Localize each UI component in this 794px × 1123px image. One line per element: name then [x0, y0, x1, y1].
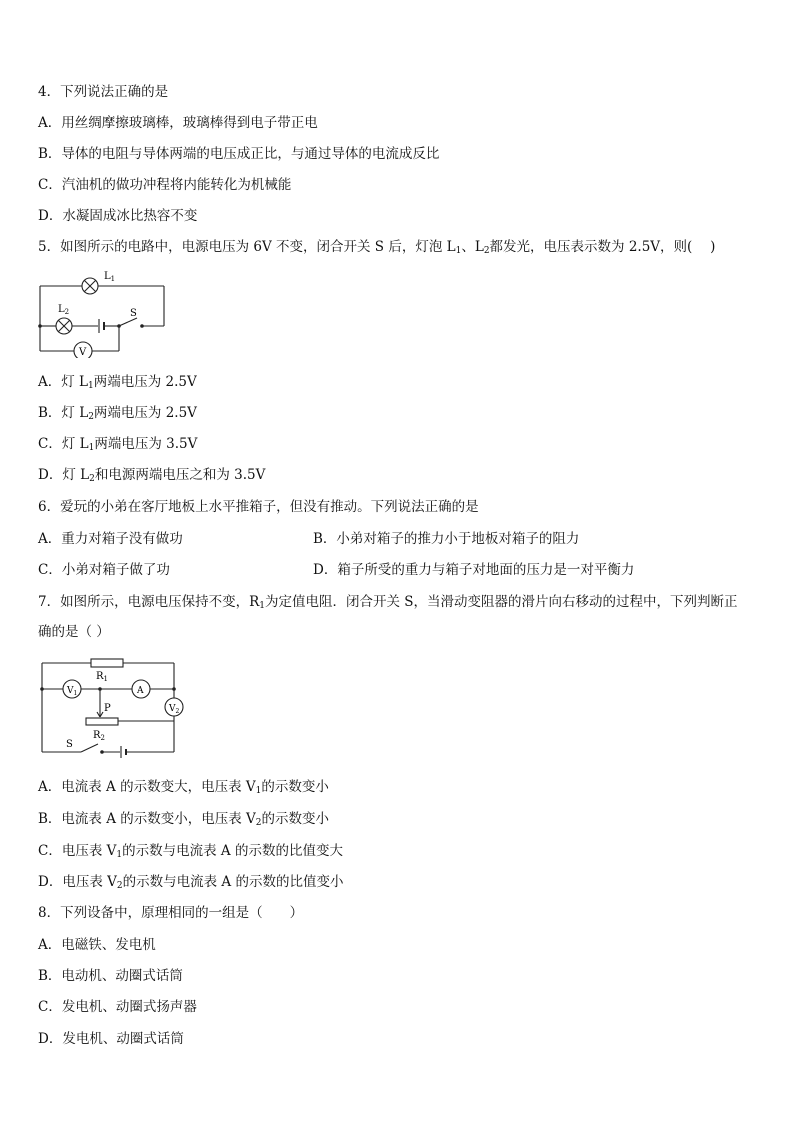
- q7-option-c: C．电压表 $V_1$的示数与电流表 A 的示数的比值变大: [38, 843, 343, 860]
- q4-option-d: D．水凝固成冰比热容不变: [38, 208, 198, 224]
- q8-option-b: B．电动机、动圈式话筒: [38, 968, 183, 984]
- q7-fig-label-s: S: [66, 739, 73, 750]
- q5-option-c: C．灯 $L_1$两端电压为 3.5V: [38, 436, 198, 453]
- q7-fig-label-p: P: [104, 703, 111, 714]
- q7-option-d: D．电压表 $V_2$的示数与电流表 A 的示数的比值变小: [38, 874, 344, 891]
- q6-option-c: C．小弟对箱子做了功: [38, 562, 170, 578]
- q7-option-a: A．电流表 A 的示数变大，电压表 $V_1$的示数变小: [38, 779, 329, 796]
- q7-fig-label-r2: $R_2$: [93, 730, 105, 742]
- q5-option-d: D．灯 $L_2$和电源两端电压之和为 3.5V: [38, 467, 266, 484]
- q7-fig-label-r1: $R_1$: [96, 671, 108, 683]
- q4-option-c: C．汽油机的做功冲程将内能转化为机械能: [38, 177, 292, 193]
- q5-fig-label-l2: $L_2$: [58, 304, 70, 316]
- q6-option-d: D．箱子所受的重力与箱子对地面的压力是一对平衡力: [313, 562, 635, 578]
- q7-stem-line2: 确的是（ ）: [38, 624, 110, 640]
- q7-fig-label-v2: $V_2$: [169, 704, 180, 715]
- q8-option-c: C．发电机、动圈式扬声器: [38, 999, 197, 1015]
- q6-option-a: A．重力对箱子没有做功: [38, 531, 183, 547]
- q7-fig-label-v1: $V_1$: [67, 686, 78, 697]
- q7-circuit-diagram: [36, 654, 186, 762]
- q7-option-b: B．电流表 A 的示数变小，电压表 $V_2$的示数变小: [38, 811, 330, 828]
- q7-stem: 7．如图所示，电源电压保持不变，$R_1$为定值电阻．闭合开关 S，当滑动变阻器的滑片向右移动的过程中，下列判断正: [38, 594, 738, 611]
- q5-stem: 5．如图所示的电路中，电源电压为 6V 不变，闭合开关 S 后，灯泡 $L_1$、$L_2$都发光，电压表示数为 2.5V，则( ): [38, 239, 716, 256]
- q6-stem: 6．爱玩的小弟在客厅地板上水平推箱子，但没有推动。下列说法正确的是: [38, 499, 479, 515]
- q5-option-a: A．灯 $L_1$两端电压为 2.5V: [38, 374, 197, 391]
- q4-stem: 4．下列说法正确的是: [38, 84, 169, 100]
- q5-fig-label-l1: $L_1$: [104, 271, 116, 283]
- q4-option-b: B．导体的电阻与导体两端的电压成正比，与通过导体的电流成反比: [38, 146, 440, 162]
- q5-circuit-diagram: [34, 266, 174, 358]
- q6-option-b: B．小弟对箱子的推力小于地板对箱子的阻力: [313, 531, 580, 547]
- q5-option-b: B．灯 $L_2$两端电压为 2.5V: [38, 405, 197, 422]
- q7-fig-label-a: A: [137, 686, 144, 696]
- q8-option-a: A．电磁铁、发电机: [38, 937, 156, 953]
- q5-fig-label-v: V: [79, 347, 87, 358]
- q4-option-a: A．用丝绸摩擦玻璃棒，玻璃棒得到电子带正电: [38, 115, 318, 131]
- q5-fig-label-s: S: [130, 308, 137, 319]
- q8-stem: 8．下列设备中，原理相同的一组是（ ）: [38, 905, 304, 921]
- q8-option-d: D．发电机、动圈式话筒: [38, 1031, 184, 1047]
